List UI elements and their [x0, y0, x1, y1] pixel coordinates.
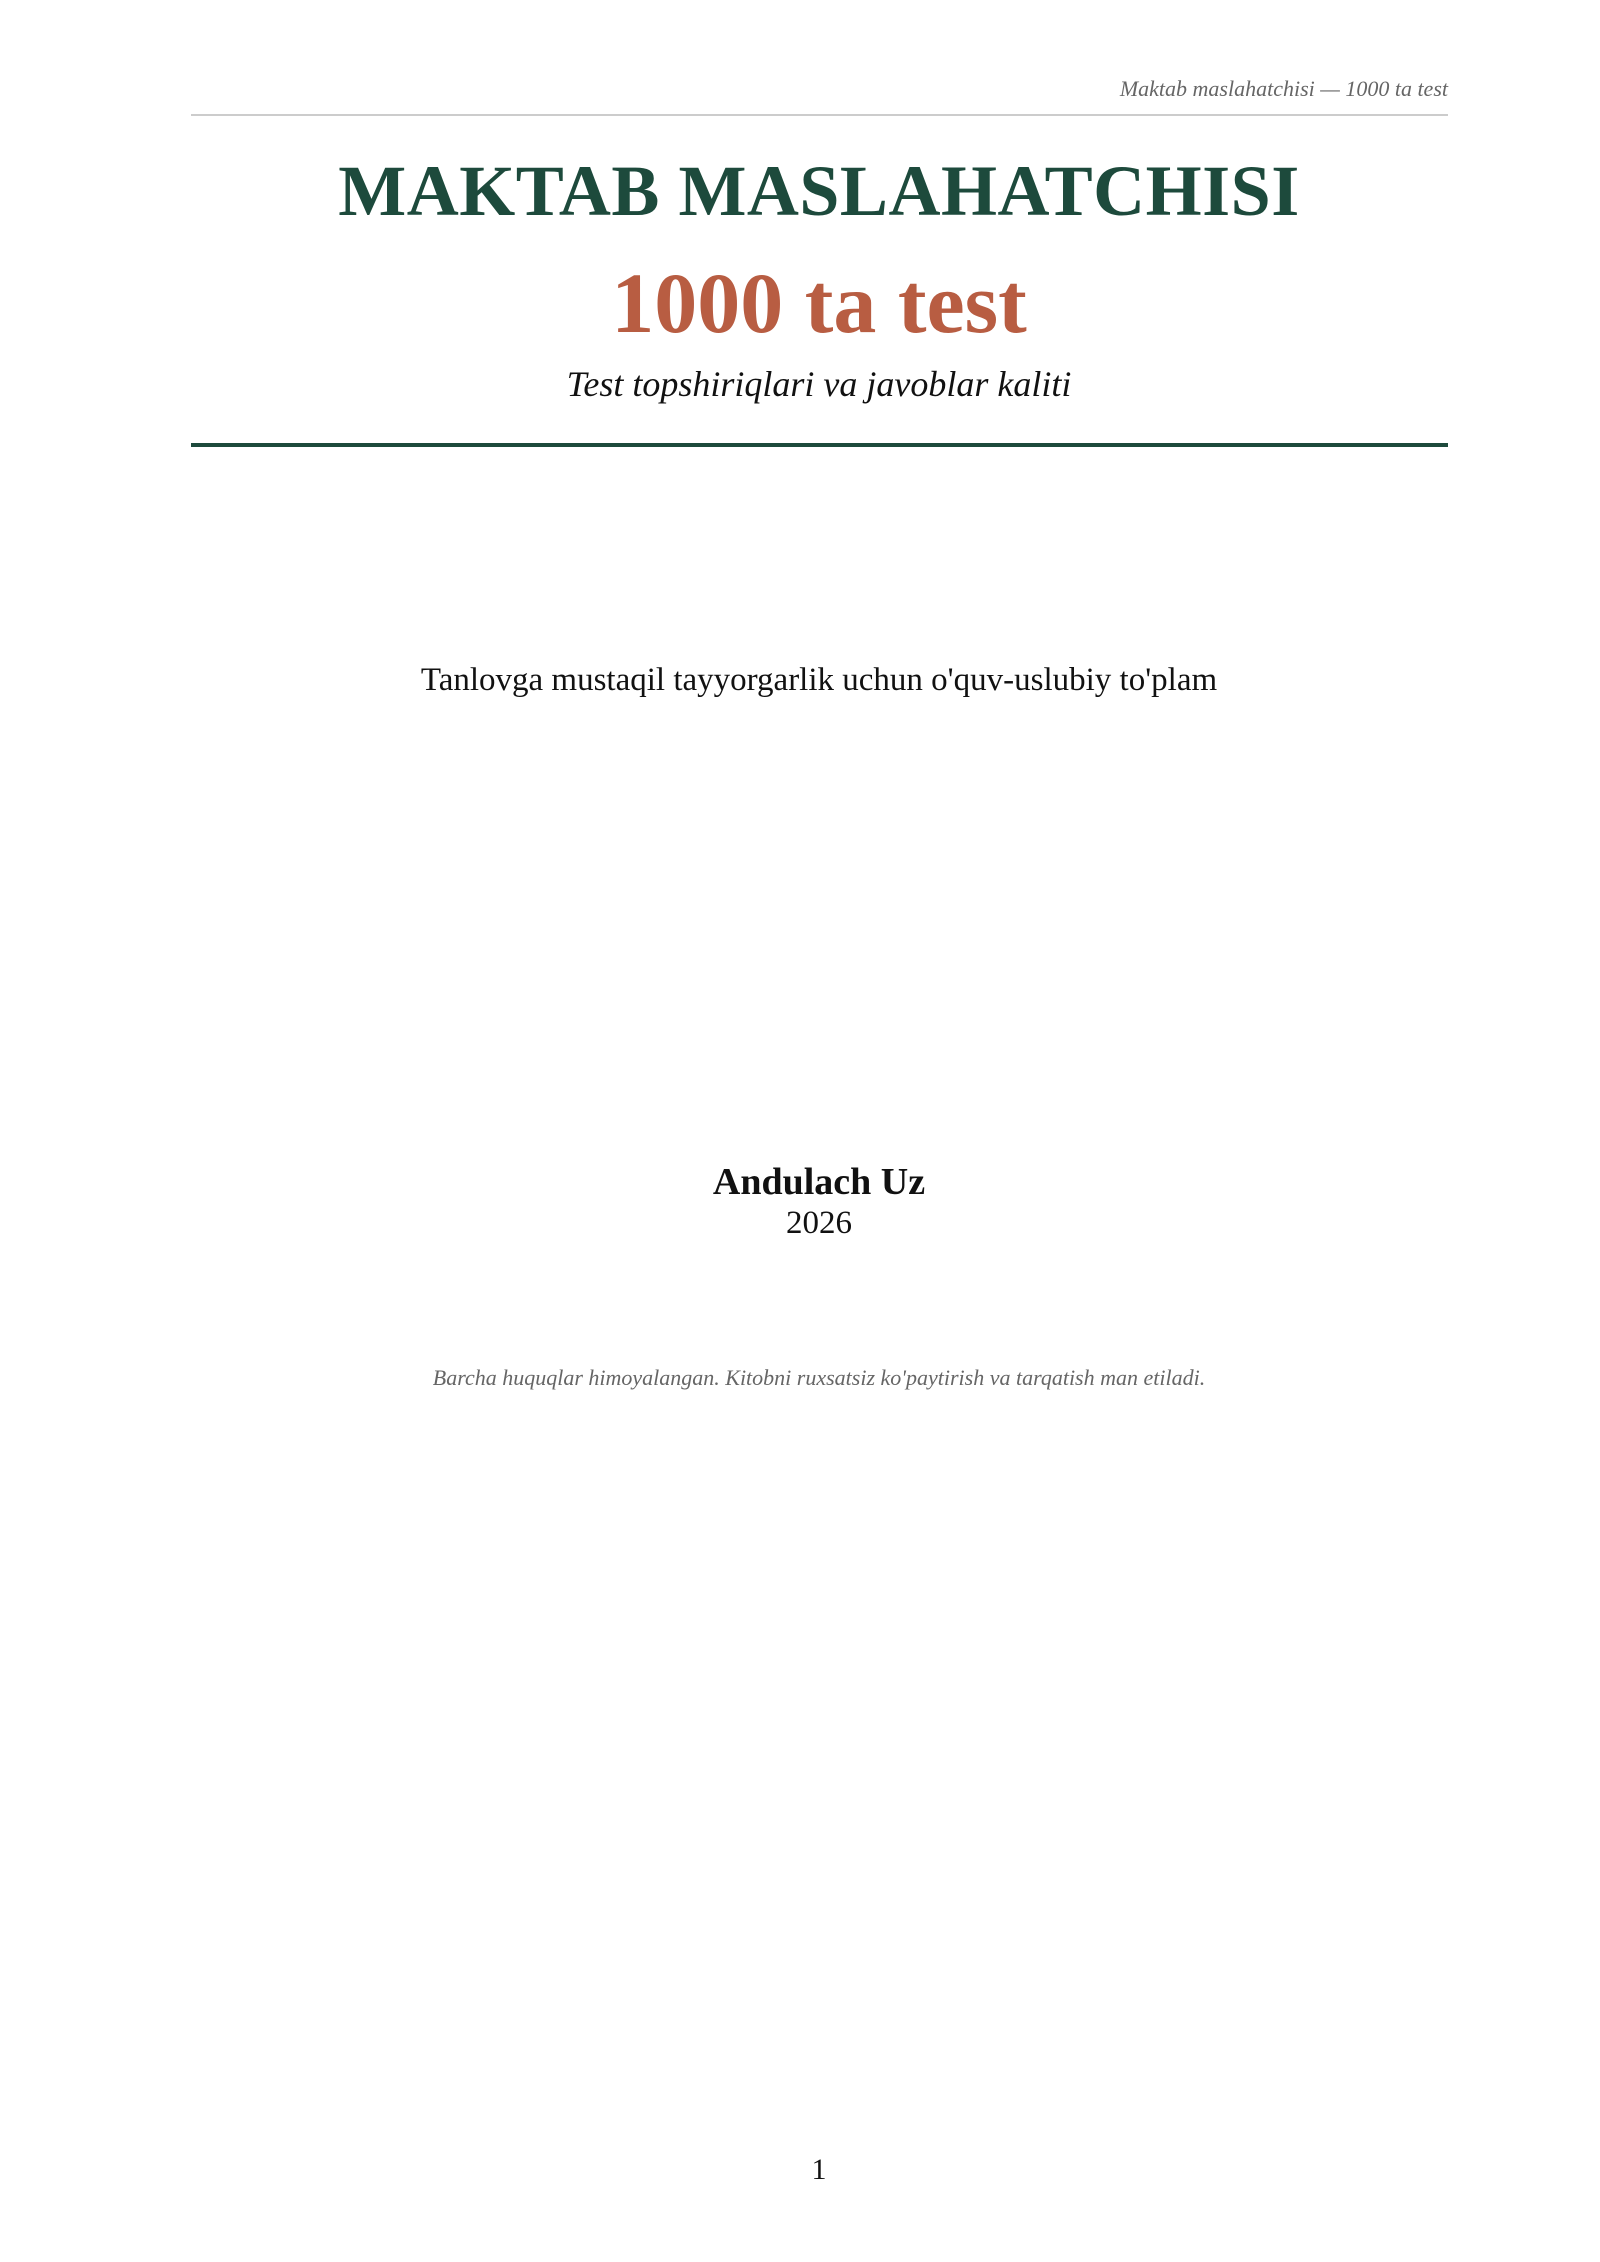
book-tagline: Test topshiriqlari va javoblar kaliti — [566, 364, 1072, 404]
title-divider — [191, 443, 1448, 447]
book-subtitle: 1000 ta test — [611, 255, 1027, 351]
publication-year: 2026 — [786, 1205, 852, 1241]
running-header: Maktab maslahatchisi — 1000 ta test — [1119, 76, 1448, 101]
book-description: Tanlovga mustaqil tayyorgarlik uchun o'quv-uslubiy to'plam — [420, 662, 1218, 698]
author-name: Andulach Uz — [712, 1161, 926, 1203]
copyright-notice: Barcha huquqlar himoyalangan. Kitobni ruxsatsiz ko'paytirish va tarqatish man etiladi. — [432, 1365, 1206, 1390]
book-title: MAKTAB MASLAHATCHISI — [338, 151, 1300, 231]
header-divider — [191, 114, 1448, 116]
page-number: 1 — [811, 2153, 827, 2186]
